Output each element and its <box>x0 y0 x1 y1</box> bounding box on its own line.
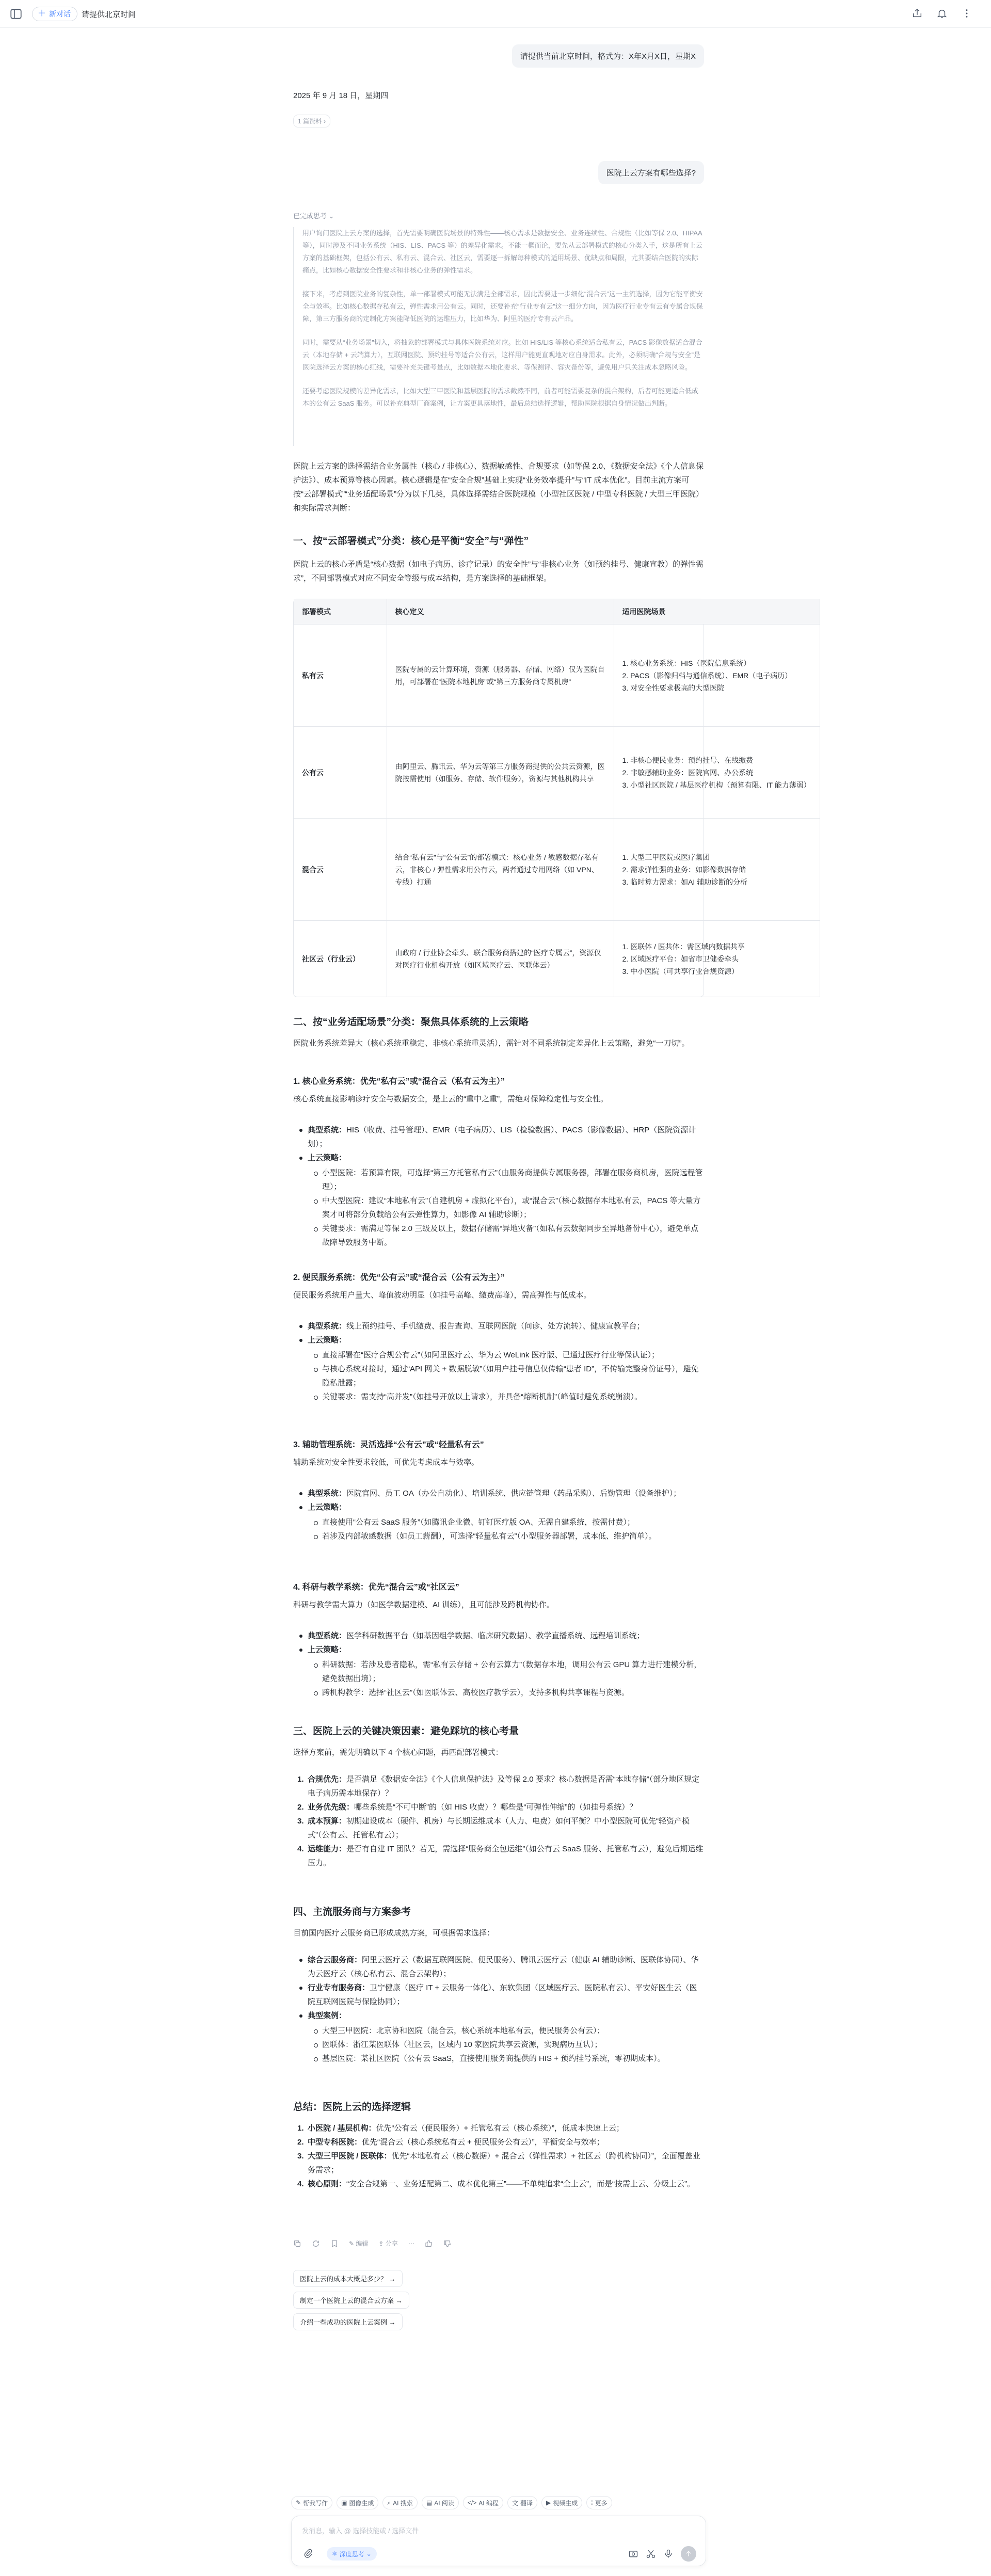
subsection-heading: 2. 便民服务系统：优先“公有云”或“混合云（公有云为主）” <box>293 1273 505 1282</box>
numbered-item: 3. 成本预算：初期建设成本（硬件、机房）与长期运维成本（人力、电费）如何平衡？中小型医院可优先“轻资产模式”（公有云、托管私有云）； <box>297 1817 690 1839</box>
tool-reading[interactable]: ▤ AI 阅读 <box>422 2496 459 2509</box>
tool-writing[interactable]: ✎ 帮我写作 <box>291 2496 332 2509</box>
numbered-item: 2. 中型专科医院：优先“混合云（核心系统私有云 + 便民服务公有云）”，平衡安全与效率； <box>297 2138 604 2147</box>
tool-coding[interactable]: </> AI 编程 <box>463 2496 503 2509</box>
table-row <box>294 819 820 921</box>
image-icon: ▣ <box>341 2499 347 2506</box>
scene-line: 3. 中小医院（可共享行业合规资源） <box>622 967 739 975</box>
code-icon: </> <box>467 2499 477 2506</box>
table-cell: 公有云 <box>294 727 387 819</box>
section-heading: 三、医院上云的关键决策因素：避免踩坑的核心考量 <box>293 1726 519 1737</box>
pen-icon: ✎ <box>296 2499 301 2506</box>
sub-list-item: 跨机构教学：选择“社区云”（如医联体云、高校医疗教学云），支持多机构共享课程与资源。 <box>308 1686 704 1700</box>
section-heading: 二、按“业务适配场景”分类：聚焦具体系统的上云策略 <box>293 1017 529 1028</box>
numbered-item: 1. 合规优先：是否满足《数据安全法》《个人信息保护法》及等保 2.0 要求？核心数据是否需“本地存储”（部分地区规定电子病历需本地保存）？ <box>297 1775 700 1798</box>
tool-more[interactable]: ⁞ 更多 <box>586 2496 612 2509</box>
chevron-down-icon: ⌄ <box>328 212 334 220</box>
scene-line: 2. 需求弹性强的业务：如影像数据存储 <box>622 865 746 874</box>
sub-list-item: 科研数据：若涉及患者隐私，需“私有云存储 + 公有云算力”（数据存本地，调用公有云 GPU 算力进行建模分析，避免数据出境）； <box>308 1658 704 1686</box>
numbered-item: 4. 核心原则：“安全合规第一、业务适配第二、成本优化第三”——不单纯追求“全上云”，而是“按需上云、分级上云”。 <box>297 2180 695 2188</box>
table-header-cell: 核心定义 <box>387 599 614 625</box>
subsection-text: 核心系统直接影响诊疗安全与数据安全，是上云的“重中之重”，需绝对保障稳定性与安全性。 <box>293 1095 608 1103</box>
sub-list-item: 关键要求：需支持“高并发”（如挂号开放以上请求），并具备“熔断机制”（峰值时避免系统崩溃）。 <box>308 1390 704 1404</box>
sub-list-item: 中大型医院：建议“本地私有云”（自建机房 + 虚拟化平台），或“混合云”（核心数据存本地私有云，PACS 等大量方案才可将部分负载给公有云弹性算力，如影像 AI 辅助诊断）； <box>308 1194 704 1222</box>
sub-list-item: 基层医院：某社区医院（公有云 SaaS，直接使用服务商提供的 HIS + 预约挂号系统，零初期成本）。 <box>308 2052 704 2066</box>
top-bar <box>0 0 991 28</box>
plus-icon: ＋ <box>38 9 46 18</box>
atom-icon: ⚛ <box>332 2550 338 2557</box>
thinking-paragraph: 用户询问医院上云方案的选择，首先需要明确医院场景的特殊性——核心需求是数据安全、业务连续性、合规性（比如等保 2.0、HIPAA 等），同时涉及不同业务系统（HIS、LIS、PACS 等）的差异化需求。不能一概而论，要先从云部署模式的核心分类入手，这是所有上云方案的基础框架，包括公有云、私有云、混合云、社区云，需要逐一拆解每种模式的适用场景、优缺点和局限，尤其要结合医院的实际痛点，比如核心数据安全性要求和非核心业务的弹性需求。 <box>302 229 702 274</box>
chevron-down-icon: ⌄ <box>366 2550 372 2557</box>
skill-toolbar <box>291 2496 612 2509</box>
sub-list-item: 关键要求：需满足等保 2.0 三级及以上，数据存储需“异地灾备”（如私有云数据同步至异地备份中心），避免单点故障导致服务中断。 <box>308 1222 704 1250</box>
thinking-paragraph: 接下来，考虑到医院业务的复杂性，单一部署模式可能无法满足全部需求，因此需要进一步细化“混合云”这一主流选择，因为它能平衡安全与效率。比如核心数据存私有云，弹性需求用公有云。同时，还要补充“行业专有云”这一细分方向，因为医疗行业专有云有专属合规保障，第三方服务商的定制化方案能降低医院的运维压力，比如华为、阿里的医疗专有云产品。 <box>302 290 703 323</box>
list-item: 上云策略： 直接部署在“医疗合规公有云”（如阿里医疗云、华为云 WeLink 医疗版、已通过医疗行业等保认证）； 与核心系统对接时，通过“API 网关 + 数据脱敏”（如用户挂号信息仅传输“患者 ID”，不传输完整身份证号），避免隐私泄露； 关键要求：需支持“高并发”（如挂号开放以上请求），并具备“熔断机制”（峰值时避免系统崩溃）。 <box>293 1333 704 1404</box>
chevron-right-icon: › <box>324 117 326 125</box>
bell-icon[interactable] <box>936 8 948 19</box>
sub-list-item: 医联体：浙江某医联体（社区云，区域内 10 家医院共享云资源，实现病历互认）； <box>308 2038 704 2052</box>
list-item: 上云策略： 小型医院：若预算有限，可选择“第三方托管私有云”（由服务商提供专属服务器，部署在服务商机房，医院远程管理）； 中大型医院：建议“本地私有云”（自建机房 + 虚拟化平台），或“混合云”（核心数据存本地私有云，PACS 等大量方案才可将部分负载给公有云弹性算力，如影像 AI 辅助诊断）； 关键要求：需满足等保 2.0 三级及以上，数据存储需“异地灾备”（如私有云数据同步至异地备份中心），避免单点故障导致服务中断。 <box>293 1151 704 1250</box>
answer-intro: 医院上云方案的选择需结合业务属性（核心 / 非核心）、数据敏感性、合规要求（如等保 2.0、《数据安全法》《个人信息保护法》）、成本预算等核心因素。核心逻辑是在“安全合规”基础上实现“业务效率提升”与“IT 成本优化”。目前主流方案可按“云部署模式”“业务适配场景”分为以下几类，具体选择需结合医院规模（小型社区医院 / 中型专科医院 / 大型三甲医院）和实际需求判断： <box>293 462 704 513</box>
send-button[interactable] <box>681 2546 696 2562</box>
list-item: 典型系统：HIS（收费、挂号管理）、EMR（电子病历）、LIS（检验数据）、PACS（影像数据）、HRP（医院资源计划）； <box>293 1123 704 1151</box>
tool-translate[interactable]: 文 翻译 <box>507 2496 537 2509</box>
table-row <box>294 921 820 997</box>
translate-icon: 文 <box>512 2499 518 2507</box>
table-cell: 由政府 / 行业协会牵头、联合服务商搭建的“医疗专属云”，资源仅对医疗行业机构开放（如区域医疗云、医联体云） <box>387 921 614 997</box>
subsection-heading: 4. 科研与教学系统：优先“混合云”或“社区云” <box>293 1583 459 1592</box>
bookmark-icon[interactable] <box>330 2239 339 2248</box>
suggestion-chip[interactable]: 医院上云的成本大概是多少？ → <box>293 2270 403 2287</box>
edit-button[interactable]: ✎ 编辑 <box>349 2240 369 2247</box>
table-row <box>294 625 820 727</box>
user-message: 请提供当前北京时间，格式为：X年X月X日，星期X <box>512 44 704 68</box>
section-heading: 一、按“云部署模式”分类：核心是平衡“安全”与“弹性” <box>293 536 529 547</box>
scene-line: 1. 医联体 / 医共体：需区域内数据共享 <box>622 942 745 951</box>
refresh-icon[interactable] <box>312 2239 320 2248</box>
sub-list-item: 直接使用“公有云 SaaS 服务”（如腾讯企业微、钉钉医疗版 OA、无需自建系统，按需付费）； <box>308 1515 704 1529</box>
copy-icon[interactable] <box>293 2239 301 2248</box>
sub-list-item: 大型三甲医院：北京协和医院（混合云，核心系统本地私有云，便民服务公有云）； <box>308 2024 704 2038</box>
new-chat-button[interactable]: ＋ 新对话 <box>32 7 77 21</box>
sub-list-item: 直接部署在“医疗合规公有云”（如阿里医疗云、华为云 WeLink 医疗版、已通过医疗行业等保认证）； <box>308 1348 704 1362</box>
share-icon[interactable] <box>912 8 923 19</box>
table-cell <box>614 727 820 819</box>
arrow-up-icon <box>684 2550 693 2558</box>
suggestion-chip[interactable]: 制定一个医院上云的混合云方案 → <box>293 2292 409 2309</box>
video-icon: ▶ <box>546 2499 551 2506</box>
list-item: 综合云服务商：阿里云医疗云（数据互联网医院、便民服务）、腾讯云医疗云（健康 AI 辅助诊断、医联体协同）、华为云医疗云（核心私有云、混合云架构）； <box>293 1953 704 1981</box>
section-text: 医院上云的核心矛盾是“核心数据（如电子病历、诊疗记录）的安全性”与“非核心业务（如预约挂号、健康宣教）的弹性需求”，不同部署模式对应不同安全等级与成本结构，是方案选择的基础框架。 <box>293 560 704 583</box>
scene-line: 2. PACS（影像归档与通信系统）、EMR（电子病历） <box>622 671 792 680</box>
thumbs-down-icon[interactable] <box>443 2239 452 2248</box>
thinking-paragraph: 同时，需要从“业务场景”切入，将抽象的部署模式与具体医院系统对应。比如 HIS/LIS 等核心系统适合私有云，PACS 影像数据适合混合云（本地存储 + 云端算力），互联网医院、预约挂号等适合公有云，这样用户能更直观地对应自身需求。此外，必须明确“合规与安全”是医院选择云方案的核心红线，需要补充关键考量点，比如数据本地化要求、等保测评、容灾备份等，避免用户只关注成本忽略风险。 <box>302 339 702 371</box>
sub-list-item: 与核心系统对接时，通过“API 网关 + 数据脱敏”（如用户挂号信息仅传输“患者 ID”，不传输完整身份证号），避免隐私泄露； <box>308 1362 704 1390</box>
numbered-item: 3. 大型三甲医院 / 医联体：优先“本地私有云（核心数据）+ 混合云（弹性需求）+ 社区云（跨机构协同）”，全面覆盖业务需求； <box>297 2152 700 2174</box>
list-item: 典型案例： 大型三甲医院：北京协和医院（混合云，核心系统本地私有云，便民服务公有云）； 医联体：浙江某医联体（社区云，区域内 10 家医院共享云资源，实现病历互认）； 基层医院：某社区医院（公有云 SaaS，直接使用服务商提供的 HIS + 预约挂号系统，零初期成本）。 <box>293 2009 704 2066</box>
deployment-table[interactable] <box>293 599 811 997</box>
list-item: 典型系统：线上预约挂号、手机缴费、报告查询、互联网医院（问诊、处方流转）、健康宣教平台； <box>293 1319 704 1333</box>
table-cell: 私有云 <box>294 625 387 727</box>
sub-list-item: 小型医院：若预算有限，可选择“第三方托管私有云”（由服务商提供专属服务器，部署在服务商机房，医院远程管理）； <box>308 1166 704 1194</box>
thinking-toggle[interactable]: 已完成思考 ⌄ <box>293 212 334 220</box>
numbered-item: 2. 业务优先级：哪些系统是“不可中断”的（如 HIS 收费）？哪些是“可弹性伸缩”的（如挂号系统）？ <box>297 1803 637 1812</box>
scene-line: 3. 对安全性要求极高的大型医院 <box>622 683 725 692</box>
message-composer[interactable] <box>291 2516 706 2566</box>
tool-video[interactable]: ▶ 视频生成 <box>541 2496 582 2509</box>
screenshot-icon[interactable] <box>628 2549 638 2559</box>
list-item: 上云策略： 直接使用“公有云 SaaS 服务”（如腾讯企业微、钉钉医疗版 OA、无需自建系统，按需付费）； 若涉及内部敏感数据（如员工薪酬），可选择“轻量私有云”（小型服务器部署，成本低、维护简单）。 <box>293 1500 704 1543</box>
assistant-answer: 2025 年 9 月 18 日，星期四 <box>293 91 389 100</box>
thinking-panel <box>293 227 704 446</box>
scene-line: 1. 非核心便民业务：预约挂号、在线缴费 <box>622 756 754 764</box>
more-actions-icon[interactable]: ⋯ <box>408 2239 414 2247</box>
section-heading: 总结：医院上云的选择逻辑 <box>293 2102 411 2113</box>
section-text: 目前国内医疗云服务商已形成成熟方案，可根据需求选择： <box>293 1929 495 1938</box>
scene-line: 3. 小型社区医院 / 基层医疗机构（预算有限、IT 能力薄弱） <box>622 780 811 789</box>
grid-icon: ⁞ <box>591 2499 593 2506</box>
list-item: 典型系统：医院官网、员工 OA（办公自动化）、培训系统、供应链管理（药品采购）、后勤管理（设备维护）； <box>293 1486 704 1500</box>
search-icon: ⌕ <box>387 2499 391 2506</box>
list-item: 典型系统：医学科研数据平台（如基因组学数据、临床研究数据）、教学直播系统、远程培训系统； <box>293 1629 704 1643</box>
conversation-title: 请提供北京时间 <box>82 10 136 19</box>
tool-search[interactable]: ⌕ AI 搜索 <box>382 2496 417 2509</box>
subsection-heading: 1. 核心业务系统：优先“私有云”或“混合云（私有云为主）” <box>293 1077 505 1086</box>
source-chip[interactable]: 1 篇资料 › <box>293 115 330 127</box>
table-header-row <box>294 599 820 625</box>
table-header-cell: 适用医院场景 <box>614 599 820 625</box>
table-cell: 社区云（行业云） <box>294 921 387 997</box>
scene-line: 2. 非敏感辅助业务：医院官网、办公系统 <box>622 768 754 777</box>
subsection-heading: 3. 辅助管理系统：灵活选择“公有云”或“轻量私有云” <box>293 1441 484 1449</box>
table-row <box>294 727 820 819</box>
table-cell <box>614 625 820 727</box>
section-text: 选择方案前，需先明确以下 4 个核心问题，再匹配部署模式： <box>293 1748 503 1757</box>
section-text: 医院业务系统差异大（核心系统重稳定、非核心系统重灵活），需针对不同系统制定差异化上云策略，避免“一刀切”。 <box>293 1039 690 1048</box>
numbered-item: 4. 运维能力：是否有自建 IT 团队？若无，需选择“服务商全包运维”（如公有云 SaaS 服务、托管私有云），避免后期运维压力。 <box>297 1845 704 1867</box>
sub-list-item: 若涉及内部敏感数据（如员工薪酬），可选择“轻量私有云”（小型服务器部署，成本低、维护简单）。 <box>308 1529 704 1543</box>
attach-icon[interactable] <box>303 2548 313 2558</box>
tool-image[interactable]: ▣ 图像生成 <box>337 2496 378 2509</box>
scissors-icon[interactable] <box>646 2549 656 2559</box>
subsection-text: 科研与教学需大算力（如医学数据建模、AI 训练），且可能涉及跨机构协作。 <box>293 1601 554 1609</box>
table-header-cell: 部署模式 <box>294 599 387 625</box>
more-icon[interactable] <box>961 8 972 19</box>
table-cell <box>614 819 820 921</box>
scene-line: 1. 核心业务系统：HIS（医院信息系统） <box>622 659 751 667</box>
message-input[interactable]: 发消息，输入 @ 选择技能或 / 选择文件 <box>302 2527 419 2535</box>
table-cell: 医院专属的云计算环境，资源（服务器、存储、网络）仅为医院自用，可部署在“医院本地机房”或“第三方服务商专属机房” <box>387 625 614 727</box>
table-cell: 由阿里云、腾讯云、华为云等第三方服务商提供的公共云资源，医院按需使用（如服务、存储、软件服务），资源与其他机构共享 <box>387 727 614 819</box>
table-cell: 结合“私有云”与“公有云”的部署模式：核心业务 / 敏感数据存私有云，非核心 / 弹性需求用公有云，两者通过专用网络（如 VPN、专线）打通 <box>387 819 614 921</box>
deep-think-toggle[interactable]: ⚛ 深度思考 ⌄ <box>327 2547 377 2561</box>
list-item: 行业专有服务商：卫宁健康（医疗 IT + 云服务一体化）、东软集团（区域医疗云、医院私有云）、平安好医生云（医院互联网医院与保险协同）； <box>293 1981 704 2009</box>
thumbs-up-icon[interactable] <box>425 2239 433 2248</box>
book-icon: ▤ <box>426 2499 433 2506</box>
scene-line: 3. 临时算力需求：如AI 辅助诊断的分析 <box>622 877 748 886</box>
section-heading: 四、主流服务商与方案参考 <box>293 1907 411 1917</box>
table-cell: 混合云 <box>294 819 387 921</box>
message-actions <box>293 2239 452 2248</box>
scene-line: 2. 区域医疗平台：如省市卫健委牵头 <box>622 954 739 963</box>
numbered-item: 1. 小医院 / 基层机构：优先“公有云（便民服务）+ 托管私有云（核心系统）”，低成本快速上云； <box>297 2124 624 2133</box>
share-button[interactable]: ⇪ 分享 <box>378 2240 398 2247</box>
sidebar-toggle-icon[interactable] <box>9 7 23 21</box>
scene-line: 1. 大型三甲医院或医疗集团 <box>622 853 710 861</box>
subsection-text: 便民服务系统用户量大、峰值波动明显（如挂号高峰、缴费高峰），需高弹性与低成本。 <box>293 1291 592 1300</box>
microphone-icon[interactable] <box>663 2549 674 2559</box>
thinking-paragraph: 还要考虑医院规模的差异化需求，比如大型三甲医院和基层医院的需求截然不同，前者可能需要复杂的混合架构，后者可能更适合低成本的公有云 SaaS 服务。可以补充典型厂商案例，让方案更具落地性，最后总结选择逻辑，帮助医院根据自身情况做出判断。 <box>302 387 699 407</box>
table-cell <box>614 921 820 997</box>
suggestion-chip[interactable]: 介绍一些成功的医院上云案例 → <box>293 2313 403 2330</box>
subsection-text: 辅助系统对安全性要求较低，可优先考虑成本与效率。 <box>293 1458 479 1467</box>
list-item: 上云策略： 科研数据：若涉及患者隐私，需“私有云存储 + 公有云算力”（数据存本地，调用公有云 GPU 算力进行建模分析，避免数据出境）； 跨机构教学：选择“社区云”（如医联体云、高校医疗教学云），支持多机构共享课程与资源。 <box>293 1643 704 1700</box>
user-message: 医院上云方案有哪些选择? <box>598 161 704 184</box>
